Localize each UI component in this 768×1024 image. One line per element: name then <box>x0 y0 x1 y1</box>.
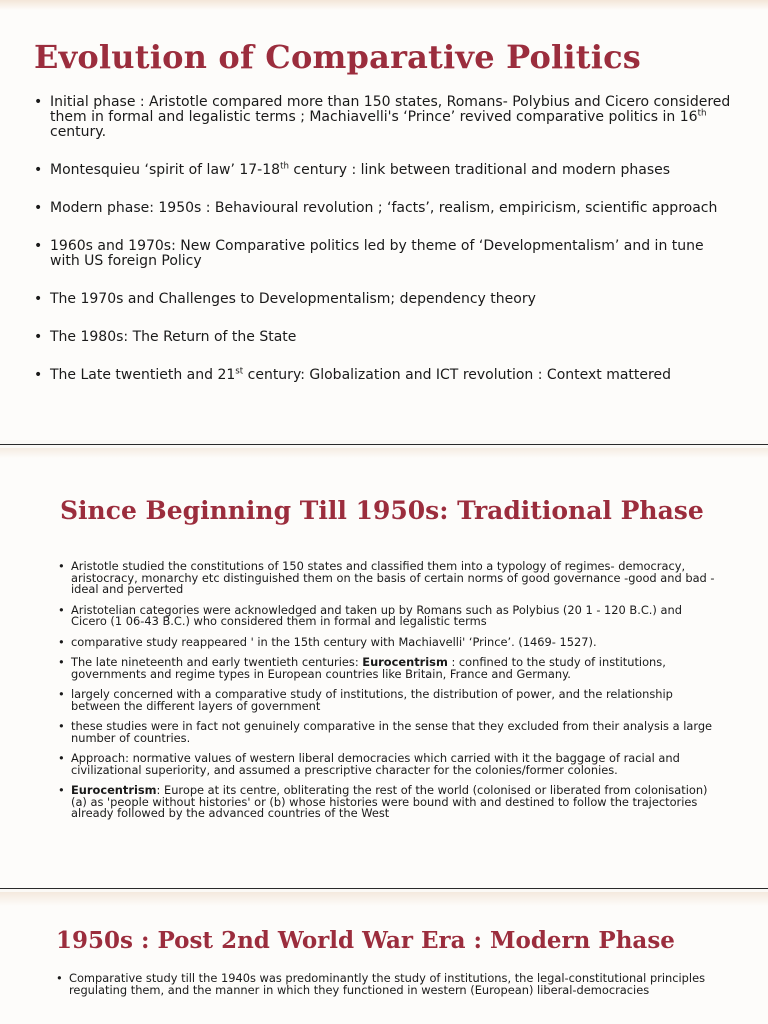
slide2-title: Since Beginning Till 1950s: Traditional Phase <box>60 496 704 525</box>
list-item <box>32 368 737 383</box>
bullet-text: The 1980s: The Return of the State <box>50 329 297 345</box>
bullet-dot: • <box>58 783 65 797</box>
bullet-emphasis: Eurocentrism <box>71 783 157 797</box>
slide-modern-phase <box>0 892 768 1024</box>
bullet-dot: • <box>34 200 43 216</box>
list-item <box>32 201 737 216</box>
list-item <box>58 753 720 776</box>
bullet-dot: • <box>34 367 43 383</box>
list-item <box>58 634 720 649</box>
list-item <box>32 163 737 178</box>
bullet-dot: • <box>58 602 65 617</box>
slide2-bullet-list <box>58 561 720 829</box>
bullet-text-end: century: Globalization and ICT revolution : Context mattered <box>243 367 671 383</box>
list-item <box>32 330 737 345</box>
slide-top-glow <box>0 0 768 10</box>
bullet-text: Comparative study till the 1940s was predominantly the study of institutions, the legal-constitutional principles regulating them, and the manner in which they functioned in western (European) liberal-democracies <box>69 971 706 997</box>
bullet-text: The late nineteenth and early twentieth centuries: <box>71 655 363 669</box>
bullet-text: 1960s and 1970s: New Comparative politics led by theme of ‘Developmentalism’ and in tune with US foreign Policy <box>50 238 704 269</box>
list-item <box>32 95 737 140</box>
bullet-text: The 1970s and Challenges to Developmentalism; dependency theory <box>50 291 536 307</box>
bullet-text: these studies were in fact not genuinely comparative in the sense that they excluded from their analysis a large number of countries. <box>71 719 713 745</box>
bullet-dot: • <box>58 655 65 669</box>
bullet-text: Montesquieu ‘spirit of law’ 17-18 <box>50 162 281 178</box>
list-item <box>58 689 720 712</box>
bullet-text: largely concerned with a comparative study of institutions, the distribution of power, and the relationship between the different layers of government <box>71 687 673 713</box>
list-item <box>58 657 720 680</box>
list-item <box>32 239 737 269</box>
bullet-dot: • <box>58 687 65 701</box>
slide-divider <box>0 888 768 889</box>
bullet-text: Aristotle studied the constitutions of 150 states and classified them into a typology of regimes- democracy, aristocracy, monarchy etc distinguished them on the basis of certain norms of good governance -good and bad - ideal and perverted <box>71 559 715 596</box>
bullet-dot: • <box>56 971 63 985</box>
slide-top-glow <box>0 448 768 458</box>
bullet-dot: • <box>34 291 43 307</box>
bullet-text: Initial phase : Aristotle compared more than 150 states, Romans- Polybius and Cicero considered them in formal and legalistic terms ; Machiavelli's ‘Prince’ revived comparative politics in 16 <box>50 94 731 125</box>
bullet-text-end: century : link between traditional and modern phases <box>288 162 671 178</box>
slide1-bullet-list <box>32 95 737 406</box>
bullet-text: Aristotelian categories were acknowledged and taken up by Romans such as Polybius (20 1 - 120 B.C.) and Cicero (1 06-43 B.C.) who considered them in formal and legalistic terms <box>71 602 682 628</box>
bullet-text: comparative study reappeared ' in the 15th century with Machiavelli' ‘Prince’. (1469- 1527). <box>71 634 597 649</box>
slide1-title: Evolution of Comparative Politics <box>34 38 641 76</box>
bullet-dot: • <box>58 559 65 573</box>
list-item <box>56 973 716 996</box>
bullet-sup: st <box>235 366 244 377</box>
bullet-dot: • <box>34 94 43 110</box>
slide-top-glow <box>0 892 768 906</box>
bullet-dot: • <box>34 238 43 254</box>
list-item <box>58 721 720 744</box>
list-item <box>58 602 720 628</box>
bullet-emphasis: Eurocentrism <box>362 655 448 669</box>
bullet-dot: • <box>34 329 43 345</box>
bullet-text: Approach: normative values of western liberal democracies which carried with it the baggage of racial and civilizational superiority, and assumed a prescriptive character for the colonies/former colonies. <box>71 751 680 777</box>
bullet-text-end: century. <box>50 124 107 140</box>
list-item <box>32 292 737 307</box>
bullet-dot: • <box>34 162 43 178</box>
bullet-sup: th <box>280 161 289 172</box>
bullet-dot: • <box>58 634 65 649</box>
bullet-sup: th <box>697 108 707 119</box>
bullet-text: Modern phase: 1950s : Behavioural revolution ; ‘facts’, realism, empiricism, scientific approach <box>50 200 718 216</box>
bullet-text-end: : confined to the study of institutions, governments and regime types in European countries like Britain, France and Germany. <box>71 655 666 681</box>
slide3-bullet-list <box>56 973 716 996</box>
slide3-title: 1950s : Post 2nd World War Era : Modern Phase <box>56 927 675 954</box>
bullet-dot: • <box>58 751 65 765</box>
slide-divider <box>0 444 768 445</box>
bullet-text: The Late twentieth and 21 <box>50 367 236 383</box>
bullet-dot: • <box>58 719 65 733</box>
list-item <box>58 561 720 596</box>
bullet-text-end: : Europe at its centre, obliterating the rest of the world (colonised or liberated from colonisation) (a) as 'people without histories' or (b) whose histories were bound with and destined to follow the trajectories already followed by the advanced countries of the West <box>71 783 708 820</box>
list-item <box>58 785 720 820</box>
